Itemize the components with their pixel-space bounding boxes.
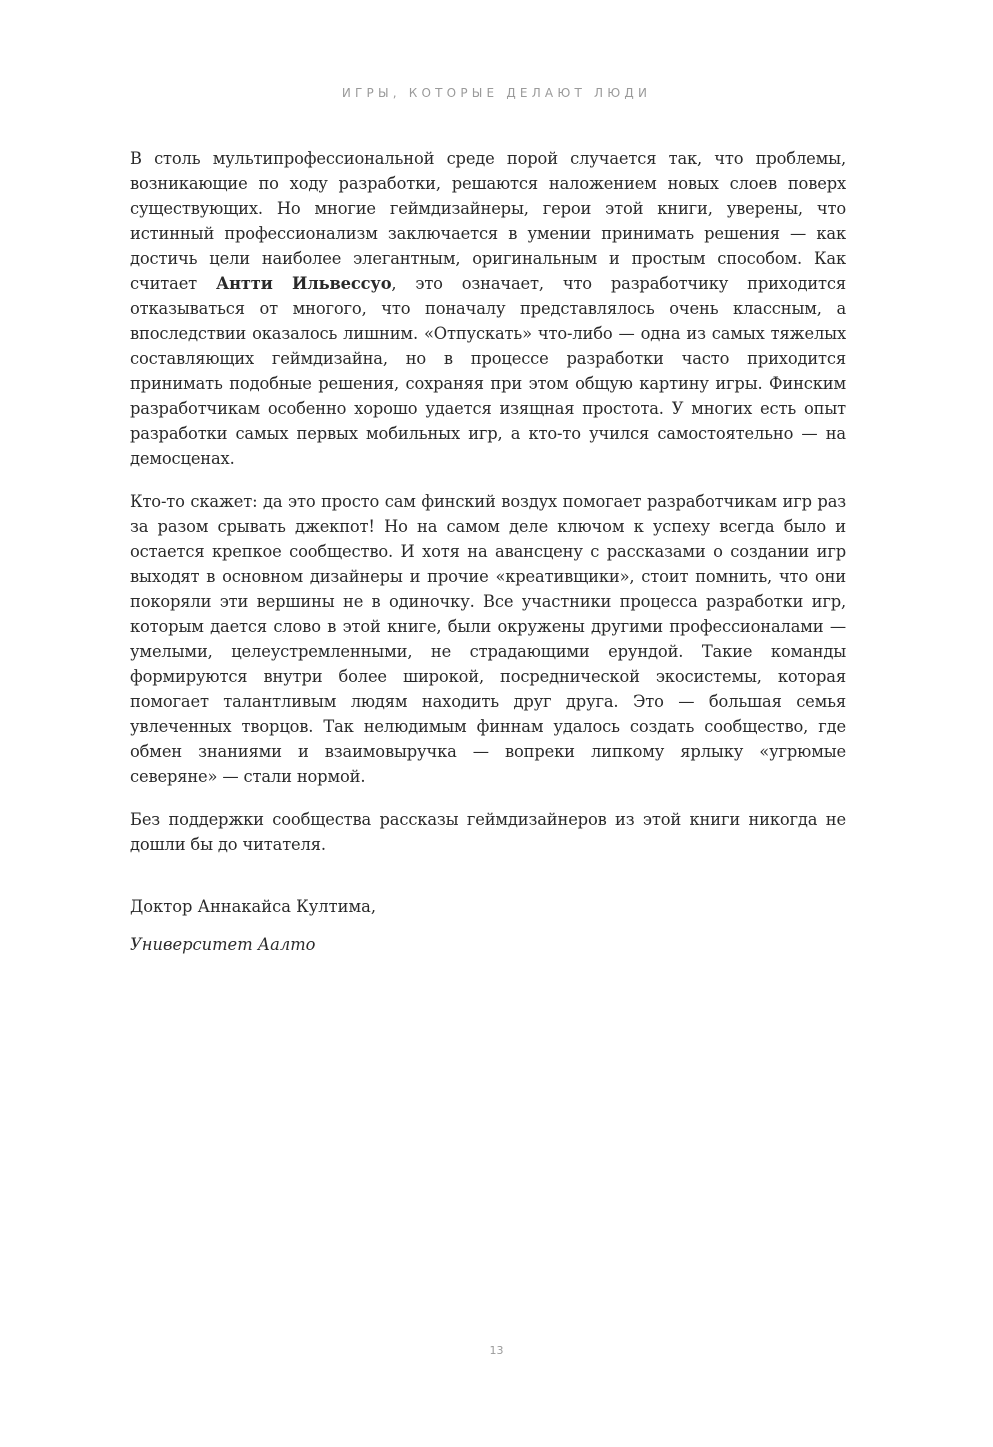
paragraph-1-part-1: В столь мультипрофессиональной среде порой случается так, что проблемы, возникающие по ходу разработки, решаются наложением новых слоев поверх существующих. Но многие геймдизайнеры, герои этой книги, уверены, что истинный профессионализм заключается в умении принимать решения — как достичь цели наиболее элегантным, оригинальным и простым способом. Как считает: [130, 149, 846, 293]
paragraph-1-part-2: , это означает, что разработчику приходится отказываться от многого, что поначалу представлялось очень классным, а впоследствии оказалось лишним. «Отпускать» что-либо — одна из самых тяжелых составляющих геймдизайна, но в процессе разработки часто приходится принимать подобные решения, сохраняя при этом общую картину игры. Финским разработчикам особенно хорошо удается изящная простота. У многих есть опыт разработки самых первых мобильных игр, а кто-то учился самостоятельно — на демосценах.: [130, 274, 846, 468]
running-head: ИГРЫ, КОТОРЫЕ ДЕЛАЮТ ЛЮДИ: [341, 86, 652, 100]
highlighted-name: Антти Ильвессуо: [215, 274, 392, 293]
paragraph-1: [130, 146, 846, 471]
signature-name: Доктор Аннакайса Култима,: [130, 897, 377, 916]
signature-affiliation: Университет Аалто: [130, 935, 316, 954]
page-number: 13: [489, 1344, 504, 1357]
paragraph-2: Кто-то скажет: да это просто сам финский воздух помогает разработчикам игр раз за разом срывать джекпот! Но на самом деле ключом к успеху всегда было и остается крепкое сообщество. И хотя на авансцену с рассказами о создании игр выходят в основном дизайнеры и прочие «креативщики», стоит помнить, что они покоряли эти вершины не в одиночку. Все участники процесса разработки игр, которым дается слово в этой книге, были окружены другими профессионалами — умелыми, целеустремленными, не страдающими ерундой. Такие команды формируются внутри более широкой, посреднической экосистемы, которая помогает талантливым людям находить друг друга. Это — большая семья увлеченных творцов. Так нелюдимым финнам удалось создать сообщество, где обмен знаниями и взаимовыручка — вопреки липкому ярлыку «угрюмые северяне» — стали нормой.: [130, 492, 846, 786]
paragraph-3: Без поддержки сообщества рассказы геймдизайнеров из этой книги никогда не дошли бы до читателя.: [130, 810, 846, 854]
body-text: [130, 146, 846, 875]
